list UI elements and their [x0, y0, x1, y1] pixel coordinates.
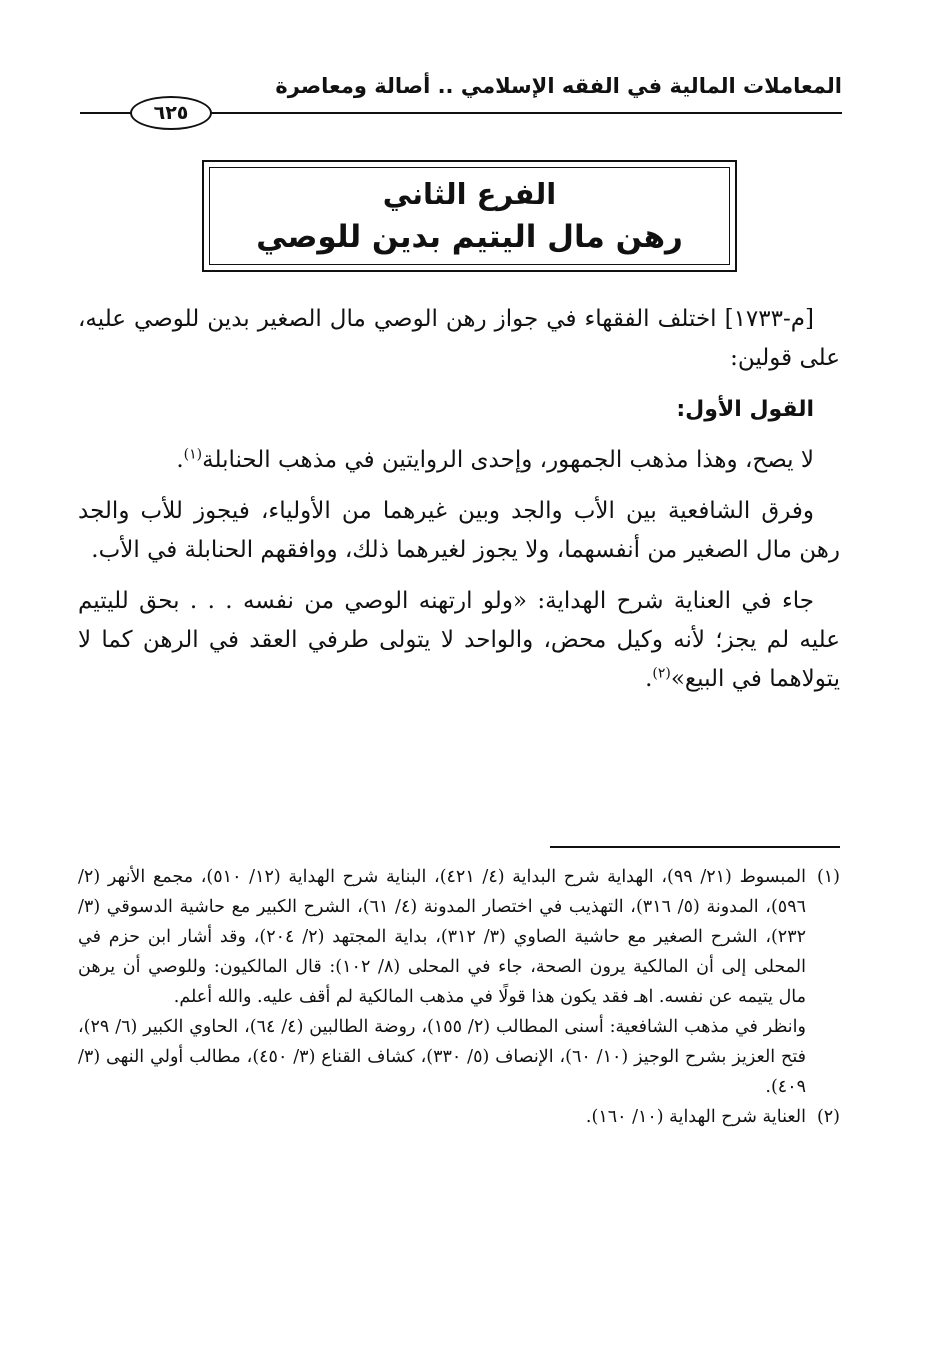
- footnote-1-text: المبسوط (٢١/ ٩٩)، الهداية شرح البداية (٤/ ٤٢١)، البناية شرح الهداية (١٢/ ٥١٠)، مجمع الأنهر (٢/ ٥٩٦)، المدونة (٥/ ٣١٦)، التهذيب في اختصار المدونة (٤/ ٦١)، الشرح الكبير مع حاشية الدسوقي (٣/ ٢٣٢)، الشرح الصغير مع حاشية الصاوي (٣/ ٣١٢)، بداية المجتهد (٢/ ٢٠٤)، وقد أشار ابن حزم في المحلى إلى أن المالكية يرون الصحة، جاء في المحلى (٨/ ١٠٢): قال المالكيون: وللوصي أن يرهن مال يتيمه عن نفسه. اهـ فقد يكون هذا قولًا في مذهب المالكية لم أقف عليه. والله أعلم.: [78, 867, 807, 1007]
- heading-first-opinion: [78, 390, 840, 429]
- footnote-1: [78, 862, 840, 1012]
- footnote-ref-1[interactable]: (١): [183, 446, 203, 463]
- section-title-line1: الفرع الثاني: [382, 177, 557, 211]
- section-title-box: [202, 160, 737, 272]
- running-title: المعاملات المالية في الفقه الإسلامي .. أصالة ومعاصرة: [275, 74, 842, 98]
- body-text: [78, 300, 840, 711]
- paragraph-inayah-quote-text: جاء في العناية شرح الهداية: «ولو ارتهنه الوصي من نفسه . . . بحق لليتيم عليه لم يجز؛ لأنه وكيل محض، والواحد لا يتولى طرفي العقد في الرهن كما لا يتولاهما في البيع»: [78, 588, 840, 692]
- section-title-line2: رهن مال اليتيم بدين للوصي: [256, 219, 683, 255]
- footnote-separator: [550, 846, 840, 848]
- footnote-2: [78, 1102, 840, 1132]
- paragraph-first-opinion: لا يصح، وهذا مذهب الجمهور، وإحدى الروايتين في مذهب الحنابلة$^{(١)}$.: [176, 446, 814, 473]
- page-header: [80, 72, 842, 132]
- footnote-1-number: (١): [816, 867, 840, 887]
- paragraph-inayah-quote: جاء في العناية شرح الهداية: «ولو ارتهنه الوصي من نفسه . . . بحق لليتيم عليه لم يجز؛ لأنه وكيل محض، والواحد لا يتولى طرفي العقد في الرهن كما لا يتولاهما في البيع»$^{(٢)}$.: [78, 588, 840, 692]
- footnote-2-text: العناية شرح الهداية (١٠/ ١٦٠).: [585, 1107, 806, 1127]
- footnotes: [78, 862, 840, 1132]
- paragraph-shafii-distinction: وفرق الشافعية بين الأب والجد وبين غيرهما من الأولياء، فيجوز للأب والجد رهن مال الصغير من أنفسهما، ولا يجوز لغيرهما ذلك، ووافقهم الحنابلة في الأب.: [78, 498, 840, 563]
- footnote-2-number: (٢): [816, 1107, 840, 1127]
- paragraph-intro: [م-١٧٣٣] اختلف الفقهاء في جواز رهن الوصي مال الصغير بدين للوصي عليه، على قولين:: [78, 306, 840, 371]
- heading-first-opinion-text: القول الأول:: [676, 397, 814, 422]
- page-number: ٦٢٥: [130, 96, 212, 130]
- paragraph-first-opinion-text: لا يصح، وهذا مذهب الجمهور، وإحدى الروايتين في مذهب الحنابلة: [202, 447, 814, 473]
- footnote-1-continuation: وانظر في مذهب الشافعية: أسنى المطالب (٢/ ١٥٥)، روضة الطالبين (٤/ ٦٤)، الحاوي الكبير (٦/ ٢٩)، فتح العزيز بشرح الوجيز (١٠/ ٦٠)، الإنصاف (٥/ ٣٣٠)، كشاف القناع (٣/ ٤٥٠)، مطالب أولي النهى (٣/ ٤٠٩).: [78, 1017, 806, 1097]
- footnote-ref-2[interactable]: (٢): [652, 665, 671, 682]
